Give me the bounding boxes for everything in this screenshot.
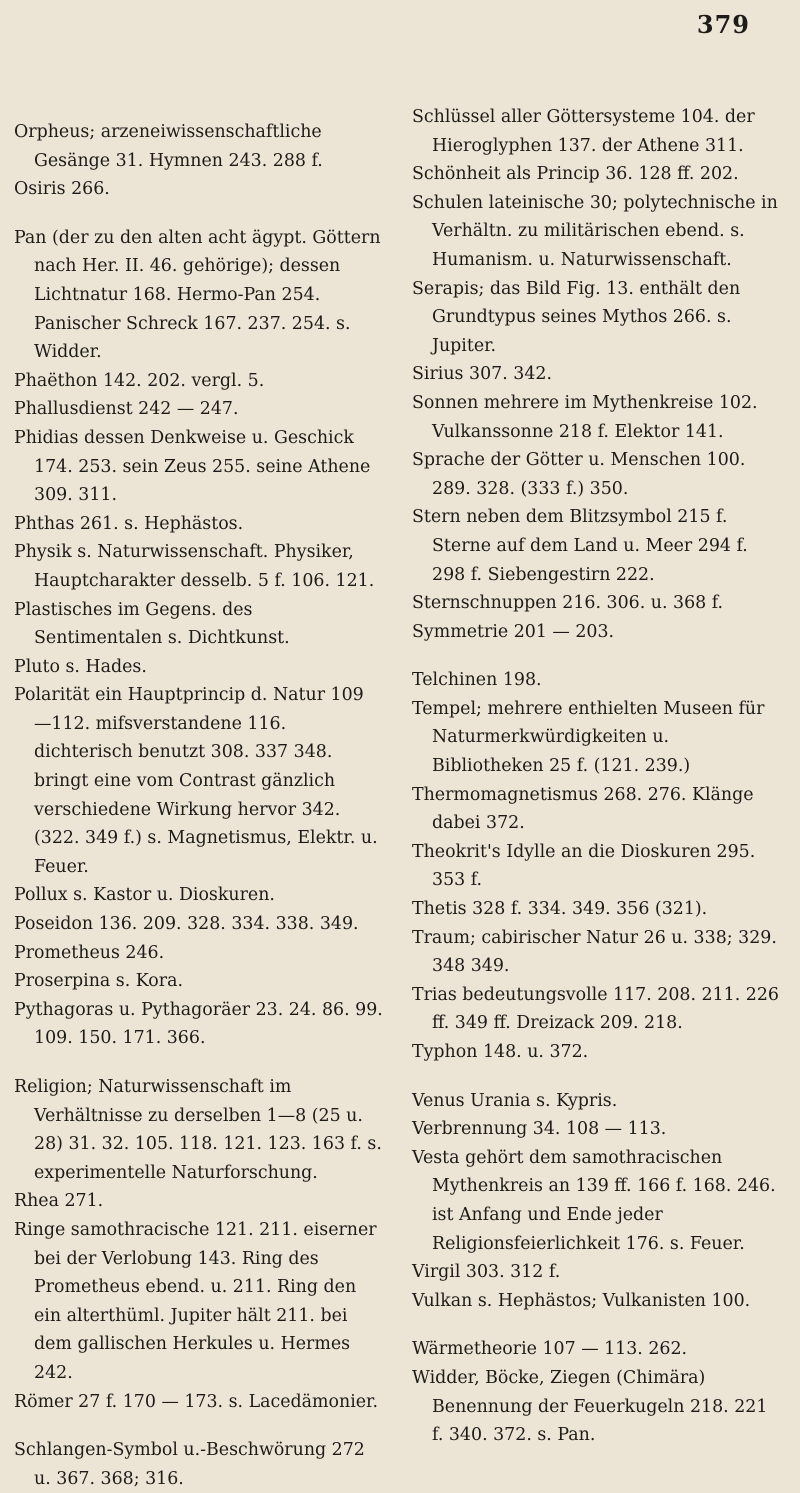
left-column xyxy=(14,118,384,1493)
index-entry: Religion; Naturwissenschaft im Verhältnisse zu derselben 1—8 (25 u. 28) 31. 32. 105. 118. 121. 123. 163 f. s. experimentelle Naturforschung. xyxy=(14,1077,382,1183)
index-entry: Schlangen-Symbol u.-Beschwörung 272 u. 367. 368; 316. xyxy=(14,1440,365,1489)
index-entry: Virgil 303. 312 f. xyxy=(412,1262,561,1283)
index-entry: Poseidon 136. 209. 328. 334. 338. 349. xyxy=(14,914,359,935)
index-entry: Widder, Böcke, Ziegen (Chimära) Benennung der Feuerkugeln 218. 221 f. 340. 372. s. Pan. xyxy=(412,1367,768,1446)
page-number: 379 xyxy=(696,10,750,39)
index-entry: Phthas 261. s. Hephästos. xyxy=(14,513,244,534)
index-entry: Venus Urania s. Kypris. xyxy=(412,1090,618,1111)
index-entry: Physik s. Naturwissenschaft. Physiker, Hauptcharakter desselb. 5 f. 106. 121. xyxy=(14,542,375,591)
index-entry: Trias bedeutungsvolle 117. 208. 211. 226 ff. 349 ff. Dreizack 209. 218. xyxy=(412,984,779,1034)
index-entry: Pluto s. Hades. xyxy=(14,656,147,677)
index-entry: Schulen lateinische 30; polytechnische in Verhältn. zu militärischen ebend. s. Humanism. u. Naturwissenschaft. xyxy=(412,192,778,270)
index-entry: Orpheus; arzeneiwissenschaftliche Gesänge 31. Hymnen 243. 288 f. xyxy=(14,122,323,171)
index-entry: Polarität ein Hauptprincip d. Natur 109 —112. mifsverstandene 116. dichterisch benutzt 308. 337 348. bringt eine vom Contrast gänzlich verschiedene Wirkung hervor 342. (322. 349 f.) s. Magnetismus, Elektr. u. Feuer. xyxy=(14,685,378,877)
index-entry: Sternschnuppen 216. 306. u. 368 f. xyxy=(412,593,724,614)
index-entry: Römer 27 f. 170 — 173. s. Lacedämonier. xyxy=(14,1391,378,1412)
index-entry: Sprache der Götter u. Menschen 100. 289. 328. (333 f.) 350. xyxy=(412,450,746,499)
index-entry: Vesta gehört dem samothracischen Mythenkreis an 139 ff. 166 f. 168. 246. ist Anfang und Ende jeder Religionsfeierlichkeit 176. s. Feuer. xyxy=(412,1147,776,1254)
index-entry: Osiris 266. xyxy=(14,179,110,200)
index-entry: Theokrit's Idylle an die Dioskuren 295. 353 f. xyxy=(412,841,756,891)
index-entry: Schlüssel aller Göttersysteme 104. der Hieroglyphen 137. der Athene 311. xyxy=(412,107,755,156)
index-entry: Pollux s. Kastor u. Dioskuren. xyxy=(14,885,275,906)
index-entry: Rhea 271. xyxy=(14,1191,104,1212)
index-entry: Vulkan s. Hephästos; Vulkanisten 100. xyxy=(412,1290,751,1311)
index-entry: Symmetrie 201 — 203. xyxy=(412,621,615,642)
index-entry: Prometheus 246. xyxy=(14,942,165,963)
index-entry: Schönheit als Princip 36. 128 ff. 202. xyxy=(412,164,739,185)
index-entry: Thetis 328 f. 334. 349. 356 (321). xyxy=(412,899,708,920)
index-entry: Verbrennung 34. 108 — 113. xyxy=(412,1119,667,1140)
index-entry: Typhon 148. u. 372. xyxy=(412,1042,589,1062)
index-entry: Thermomagnetismus 268. 276. Klänge dabei 372. xyxy=(412,784,754,834)
index-entry: Phaëthon 142. 202. vergl. 5. xyxy=(14,370,265,391)
index-entry: Pan (der zu den alten acht ägypt. Göttern nach Her. II. 46. gehörige); dessen Lichtnatur 168. Hermo-Pan 254. Panischer Schreck 167. 237. 254. s. Widder. xyxy=(14,227,381,363)
index-entry: Wärmetheorie 107 — 113. 262. xyxy=(412,1339,688,1360)
index-entry: Phallusdienst 242 — 247. xyxy=(14,399,239,420)
right-column xyxy=(412,103,782,1450)
index-entry: Plastisches im Gegens. des Sentimentalen s. Dichtkunst. xyxy=(14,599,290,649)
index-entry: Telchinen 198. xyxy=(412,670,542,691)
index-entry: Sonnen mehrere im Mythenkreise 102. Vulkanssonne 218 f. Elektor 141. xyxy=(412,392,758,442)
index-entry: Pythagoras u. Pythagoräer 23. 24. 86. 99. 109. 150. 171. 366. xyxy=(14,999,383,1049)
index-entry: Proserpina s. Kora. xyxy=(14,971,183,992)
index-entry: Stern neben dem Blitzsymbol 215 f. Sterne auf dem Land u. Meer 294 f. 298 f. Siebengestirn 222. xyxy=(412,507,748,585)
index-entry: Ringe samothracische 121. 211. eiserner bei der Verlobung 143. Ring des Prometheus ebend. u. 211. Ring den ein alterthüml. Jupiter hält 211. bei dem gallischen Herkules u. Hermes 242. xyxy=(14,1219,377,1383)
index-entry: Traum; cabirischer Natur 26 u. 338; 329. 348 349. xyxy=(412,927,777,977)
index-entry: Phidias dessen Denkweise u. Geschick 174. 253. sein Zeus 255. seine Athene 309. 311. xyxy=(14,427,371,506)
index-entry: Sirius 307. 342. xyxy=(412,364,552,385)
index-entry: Serapis; das Bild Fig. 13. enthält den Grundtypus seines Mythos 266. s. Jupiter. xyxy=(412,278,741,356)
index-entry: Tempel; mehrere enthielten Museen für Naturmerkwürdigkeiten u. Bibliotheken 25 f. (121. 239.) xyxy=(412,698,765,777)
